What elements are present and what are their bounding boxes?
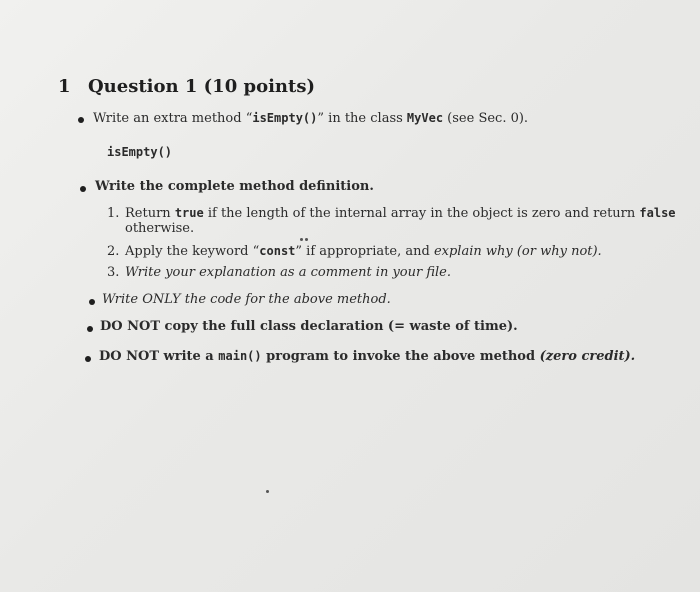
bullet-item-write-method (93, 110, 528, 127)
list-item-3 (107, 265, 451, 281)
method-signature: isEmpty() (107, 145, 173, 159)
list-item-1-false: false (639, 206, 676, 220)
bullet1-method: isEmpty() (252, 111, 318, 125)
list-item-1-pre: Return (125, 206, 175, 221)
bullet1-post: (see Sec. 0). (443, 111, 529, 126)
bullet4-post: waste of time). (404, 319, 518, 334)
list-item-3-number: 3. (107, 265, 120, 280)
pen-mark (305, 238, 308, 241)
bullet1-mid: ” in the class (317, 111, 407, 126)
bullet-item-only-code: Write ONLY the code for the above method. (102, 292, 391, 307)
list-item-2-explain: explain (433, 244, 482, 259)
list-item-2-mid: ” if appropriate, and (295, 244, 434, 259)
list-item-2-const: const (259, 244, 296, 258)
section-number: 1 (58, 76, 71, 97)
bullet-dot (89, 299, 95, 305)
bullet-item-complete-definition: Write the complete method definition. (95, 179, 374, 194)
bullet-dot (80, 186, 86, 192)
bullet-item-no-copy (100, 319, 518, 335)
list-item-1-continuation: otherwise. (125, 221, 195, 236)
list-item-1-mid: if the length of the internal array in the object is zero and return (203, 206, 640, 221)
stray-dot (266, 490, 269, 493)
bullet-item-no-main (99, 348, 635, 365)
bullet5-code: main() (218, 349, 262, 363)
list-item-2-number: 2. (107, 244, 120, 259)
bullet-dot (87, 326, 93, 332)
bullet5-pre: DO NOT write a (99, 349, 219, 364)
bullet5-mid: program to invoke the above method (261, 349, 540, 364)
bullet1-class: MyVec (406, 111, 444, 125)
list-item-2-pre: Apply the keyword “ (125, 244, 260, 259)
bullet1-pre: Write an extra method “ (93, 111, 253, 126)
list-item-1-number: 1. (107, 206, 120, 221)
list-item-2-post: why (or why not). (481, 244, 602, 259)
section-title: Question 1 (10 points) (88, 76, 315, 97)
list-item-1 (107, 205, 676, 222)
list-item-1-true: true (174, 206, 204, 220)
bullet4-pre: DO NOT copy the full class declaration (= (100, 319, 405, 334)
bullet-dot (85, 356, 91, 362)
pen-mark (300, 238, 303, 241)
list-item-3-text: Write your explanation as a comment in your file. (125, 265, 452, 280)
bullet5-note: (zero credit). (539, 349, 636, 364)
list-item-2 (107, 243, 602, 260)
bullet-dot (78, 117, 84, 123)
